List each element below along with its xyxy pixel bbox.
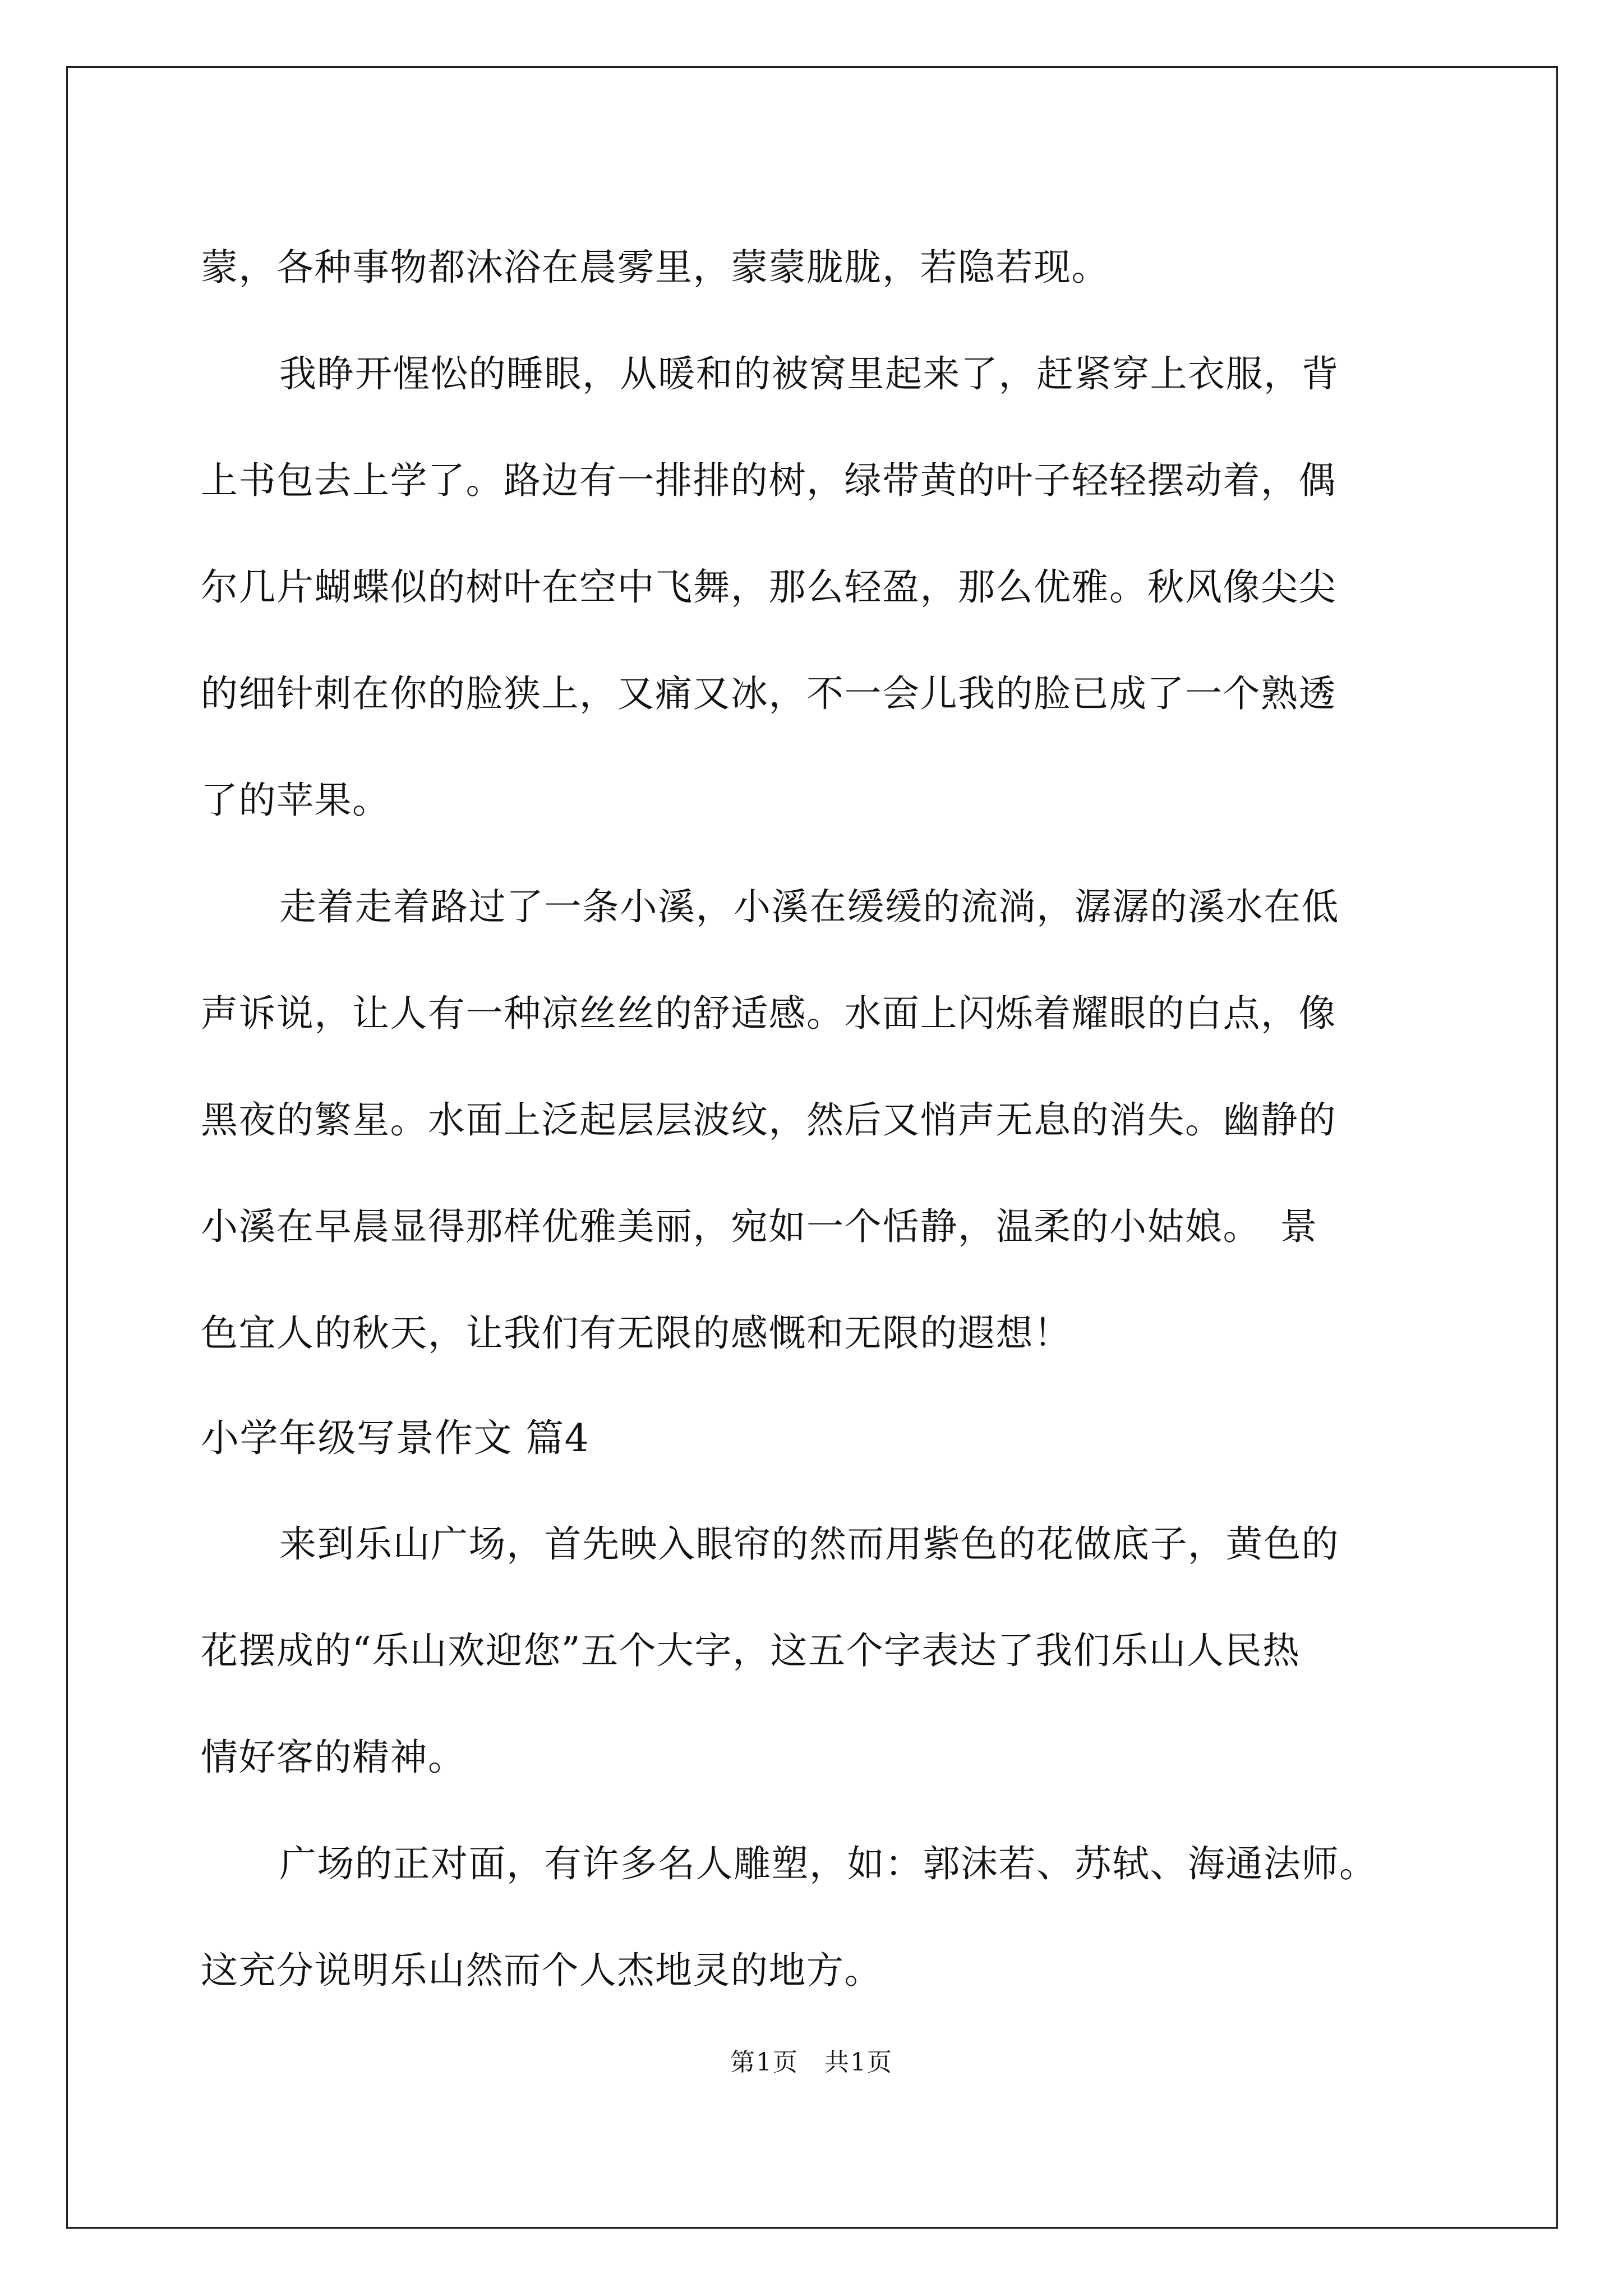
text-line: 花摆成的“乐山欢迎您”五个大字，这五个字表达了我们乐山人民热: [201, 1629, 1301, 1672]
text-line: 情好客的精神。: [201, 1736, 466, 1779]
text-line: 尔几片蝴蝶似的树叶在空中飞舞，那么轻盈，那么优雅。秋风像尖尖: [201, 565, 1336, 609]
section-heading: 小学年级写景作文 篇4: [201, 1416, 590, 1461]
text-line: 黑夜的繁星。水面上泛起层层波纹，然后又悄声无息的消失。幽静的: [201, 1098, 1336, 1142]
text-line: 小溪在早晨显得那样优雅美丽，宛如一个恬静，温柔的小姑娘。 景: [201, 1205, 1318, 1248]
text-line: 这充分说明乐山然而个人杰地灵的地方。: [201, 1949, 882, 1992]
text-line: 的细针刺在你的脸狭上，又痛又冰，不一会儿我的脸已成了一个熟透: [201, 672, 1336, 715]
paragraph-start-line: 走着走着路过了一条小溪，小溪在缓缓的流淌，潺潺的溪水在低: [279, 885, 1339, 928]
document-body: [201, 214, 1446, 2024]
text-line: 蒙，各种事物都沐浴在晨雾里，蒙蒙胧胧，若隐若现。: [201, 246, 1109, 289]
paragraph-start-line: 广场的正对面，有许多名人雕塑，如：郭沫若、苏轼、海通法师。: [279, 1842, 1377, 1885]
text-line: 色宜人的秋天，让我们有无限的感慨和无限的遐想！: [201, 1312, 1072, 1355]
text-line: 声诉说，让人有一种凉丝丝的舒适感。水面上闪烁着耀眼的白点，像: [201, 992, 1336, 1035]
text-line: 了的苹果。: [201, 779, 390, 822]
page-number: 第1页 共1页: [730, 2048, 893, 2077]
paragraph-start-line: 我睁开惺忪的睡眼，从暖和的被窝里起来了，赶紧穿上衣服，背: [279, 352, 1339, 395]
text-line: 上书包去上学了。路边有一排排的树，绿带黄的叶子轻轻摆动着，偶: [201, 459, 1336, 502]
paragraph-start-line: 来到乐山广场，首先映入眼帘的然而用紫色的花做底子，黄色的: [279, 1522, 1339, 1566]
